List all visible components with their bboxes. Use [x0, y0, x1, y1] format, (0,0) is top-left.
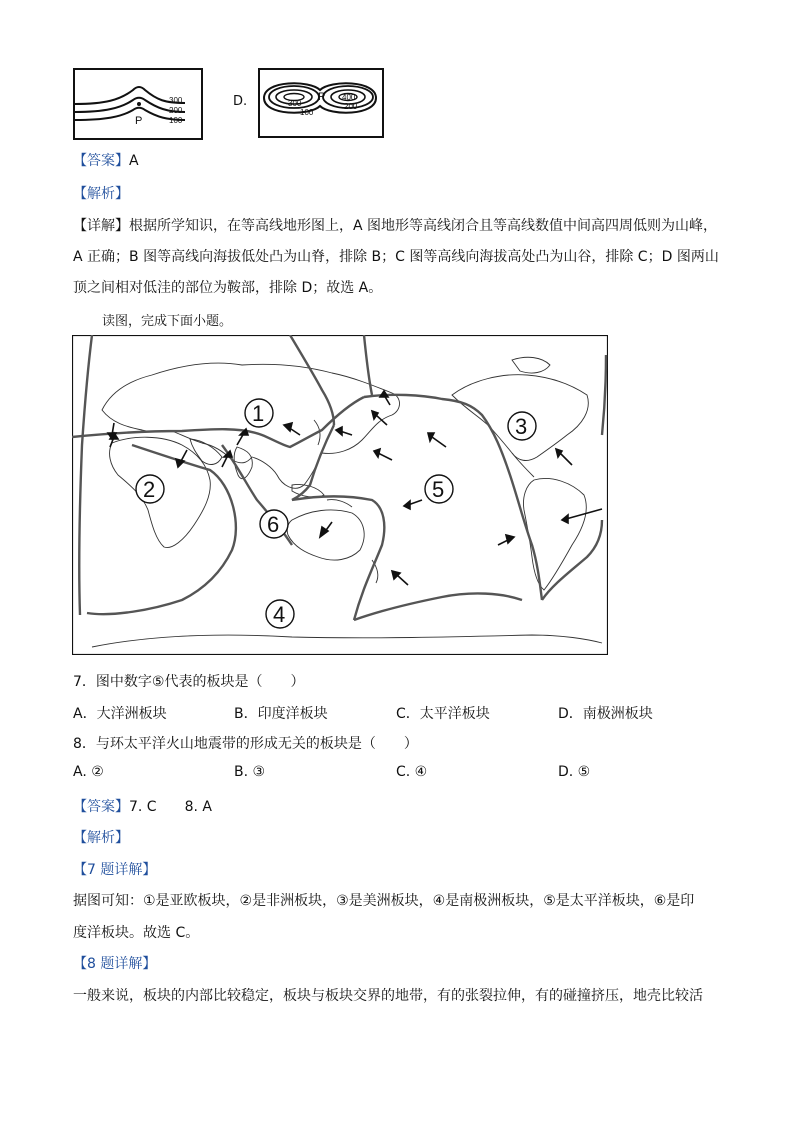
q8-option-c: C. ④ — [396, 764, 428, 780]
analysis-tag-1: 【解析】 — [73, 186, 129, 202]
detail-1-line-1: 【详解】根据所学知识，在等高线地形图上，A 图地形等高线闭合且等高线数值中间高四周低则为山峰， — [73, 218, 718, 234]
world-plates-map — [72, 335, 608, 655]
detail-7-line-2: 度洋板块。故选 C。 — [73, 925, 200, 941]
question-7-stem: 7．图中数字⑤代表的板块是（ ） — [73, 674, 305, 690]
answer-tag: 【答案】 — [73, 153, 129, 169]
q7-option-d: D．南极洲板块 — [558, 706, 653, 722]
detail-1-line-3: 顶之间相对低洼的部位为鞍部，排除 D；故选 A。 — [73, 280, 383, 296]
q7-option-a: A．大洋洲板块 — [73, 706, 167, 722]
plate-label-6: 6 — [267, 512, 280, 537]
detail-7-tag: 【7 题详解】 — [73, 862, 157, 878]
contour-figure-d — [258, 68, 384, 138]
answer-value: A — [129, 153, 139, 169]
contour-d-label-100: 100 — [300, 108, 314, 117]
point-p-label: P — [135, 115, 143, 127]
plate-label-4: 4 — [273, 602, 286, 627]
q8-option-b: B. ③ — [234, 764, 266, 780]
question-8-stem: 8．与环太平洋火山地震带的形成无关的板块是（ ） — [73, 736, 418, 752]
detail-7-line-1: 据图可知：①是亚欧板块，②是非洲板块，③是美洲板块，④是南极洲板块，⑤是太平洋板块，⑥是印 — [73, 893, 695, 909]
q8-option-d: D. ⑤ — [558, 764, 591, 780]
contour-label-100: 100 — [169, 116, 183, 125]
contour-label-200: 200 — [169, 106, 183, 115]
plate-label-2: 2 — [143, 477, 156, 502]
answer-value-2: 7. C 8. A — [129, 799, 212, 815]
plate-label-3: 3 — [515, 414, 528, 439]
q7-option-b: B．印度洋板块 — [234, 706, 328, 722]
detail-1-line-2: A 正确；B 图等高线向海拔低处凸为山脊，排除 B；C 图等高线向海拔高处凸为山谷，排除 C；D 图两山 — [73, 249, 719, 265]
detail-8-tag: 【8 题详解】 — [73, 956, 157, 972]
contour-label-300: 300 — [169, 96, 183, 105]
plate-label-1: 1 — [252, 401, 265, 426]
contour-d-label-300: 300 — [288, 99, 302, 108]
instruction-text: 读图，完成下面小题。 — [102, 314, 233, 329]
answer-line-1 — [73, 150, 139, 170]
detail-8-line-1: 一般来说，板块的内部比较稳定，板块与板块交界的地带，有的张裂拉伸，有的碰撞挤压，地壳比较活 — [73, 988, 703, 1004]
contour-lines-c — [75, 70, 201, 138]
plates-map-svg — [72, 335, 608, 655]
contour-figure-c — [73, 68, 203, 140]
analysis-tag-2: 【解析】 — [73, 830, 129, 846]
contour-lines-d — [260, 70, 382, 136]
option-d-label: D. — [233, 94, 248, 109]
q8-option-a: A. ② — [73, 764, 104, 780]
contour-d-label-400: 400 — [342, 93, 356, 102]
point-p-label-d: P — [318, 91, 326, 103]
answer-tag-2: 【答案】 — [73, 799, 129, 815]
answer-line-2 — [73, 796, 212, 816]
q7-option-c: C．太平洋板块 — [396, 706, 490, 722]
plate-label-5: 5 — [432, 477, 445, 502]
contour-d-label-200: 200 — [344, 102, 358, 111]
